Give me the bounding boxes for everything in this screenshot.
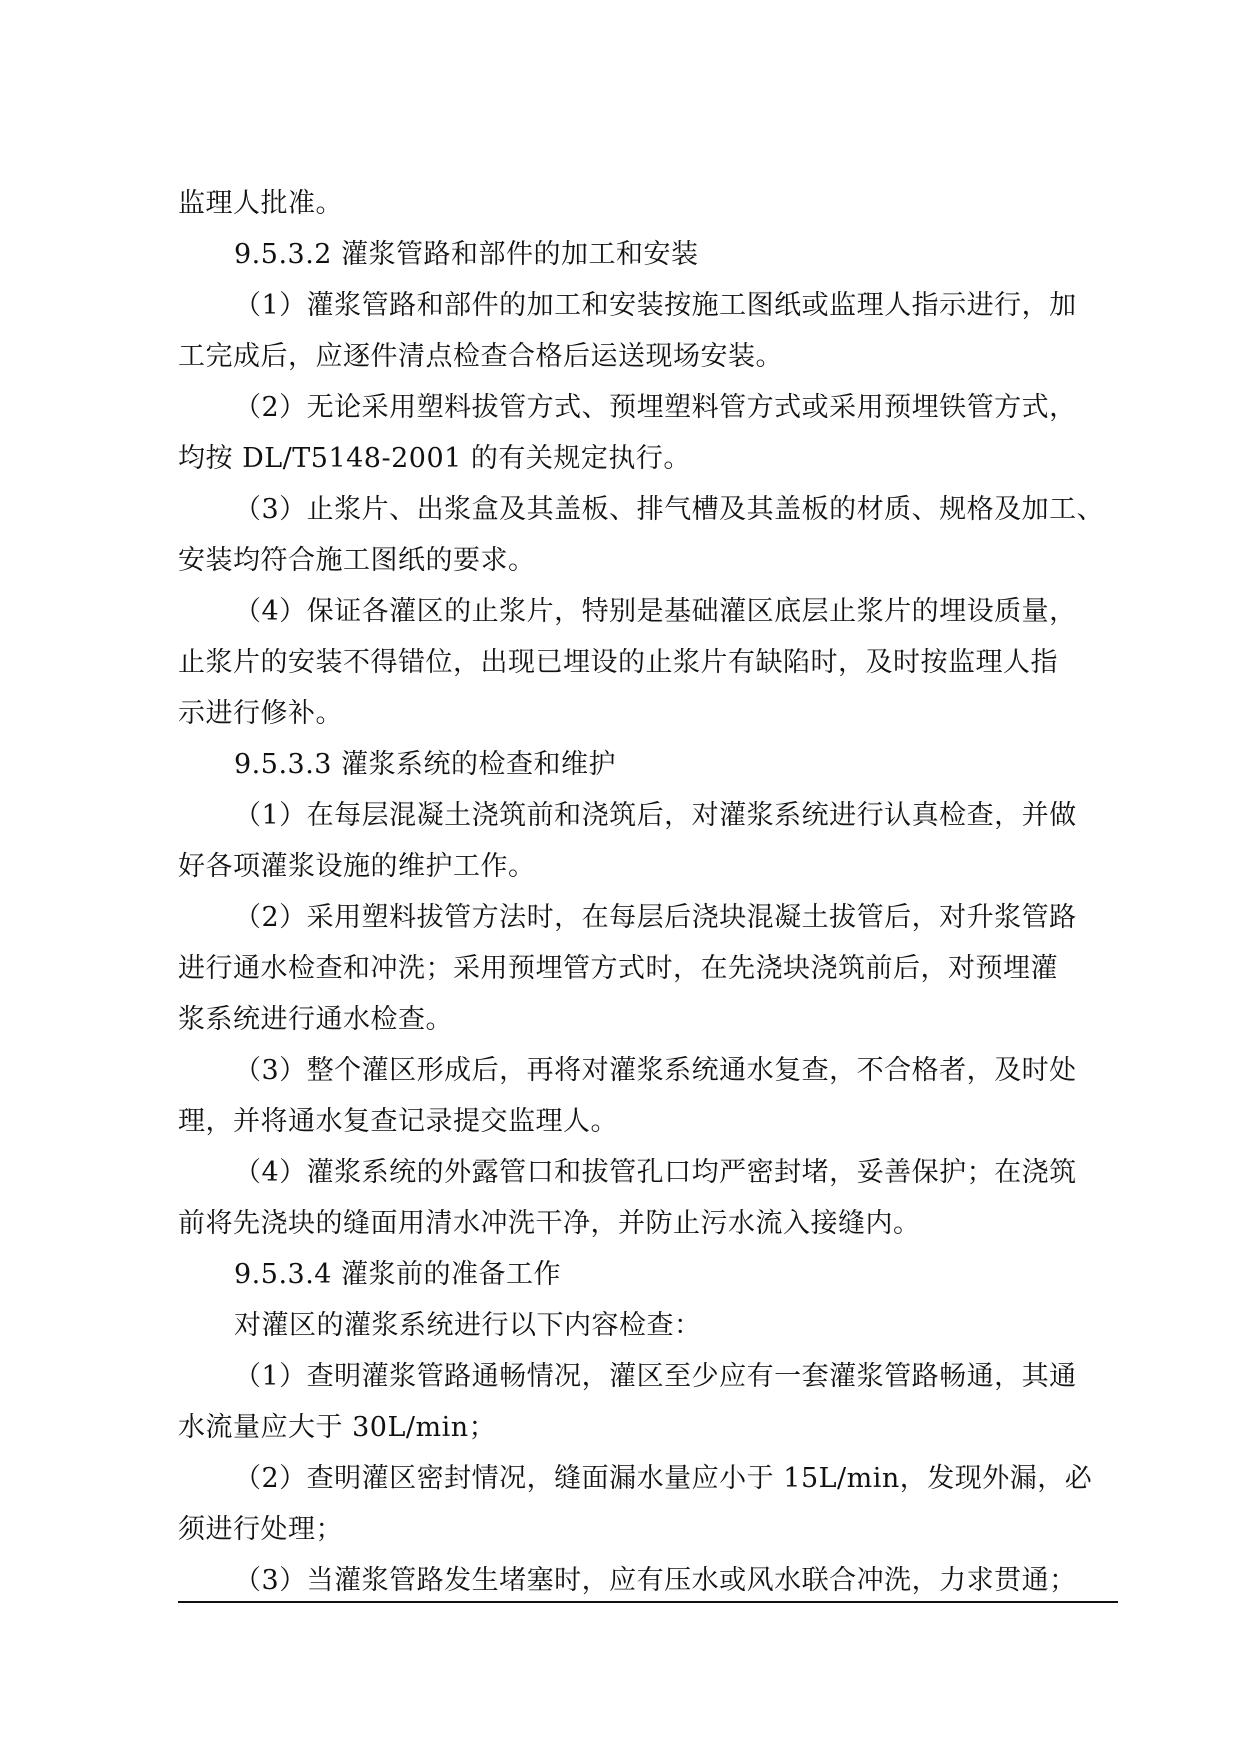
text-line: 水流量应大于 30L/min； (178, 1412, 497, 1443)
section-heading-9-5-3-4: 9.5.3.4 灌浆前的准备工作 (234, 1259, 562, 1290)
text-line: （3）整个灌区形成后，再将对灌浆系统通水复查，不合格者，及时处 (234, 1055, 1077, 1086)
text-line: （2）无论采用塑料拔管方式、预埋塑料管方式或采用预埋铁管方式， (234, 392, 1077, 423)
text-line: （3）当灌浆管路发生堵塞时，应有压水或风水联合冲洗，力求贯通； (234, 1565, 1077, 1596)
text-line: 监理人批准。 (178, 188, 343, 219)
text-line: 须进行处理； (178, 1514, 343, 1545)
section-heading-9-5-3-3: 9.5.3.3 灌浆系统的检查和维护 (234, 749, 617, 780)
text-line: （1）查明灌浆管路通畅情况，灌区至少应有一套灌浆管路畅通，其通 (234, 1361, 1077, 1392)
text-line: 止浆片的安装不得错位，出现已埋设的止浆片有缺陷时，及时按监理人指 (178, 647, 1058, 678)
section-heading-9-5-3-2: 9.5.3.2 灌浆管路和部件的加工和安装 (234, 239, 699, 270)
text-line: 前将先浇块的缝面用清水冲洗干净，并防止污水流入接缝内。 (178, 1208, 921, 1239)
footer-divider (178, 1601, 1118, 1603)
text-line: 进行通水检查和冲洗；采用预埋管方式时，在先浇块浇筑前后，对预埋灌 (178, 953, 1058, 984)
text-line: （3）止浆片、出浆盒及其盖板、排气槽及其盖板的材质、规格及加工、 (234, 494, 1105, 525)
text-line: （1）在每层混凝土浇筑前和浇筑后，对灌浆系统进行认真检查，并做 (234, 800, 1077, 831)
text-line: 浆系统进行通水检查。 (178, 1004, 453, 1035)
text-line: （4）灌浆系统的外露管口和拔管孔口均严密封堵，妥善保护；在浇筑 (234, 1157, 1077, 1188)
text-line: （1）灌浆管路和部件的加工和安装按施工图纸或监理人指示进行，加 (234, 290, 1077, 321)
text-line: 安装均符合施工图纸的要求。 (178, 545, 536, 576)
text-line: 对灌区的灌浆系统进行以下内容检查： (234, 1310, 702, 1341)
text-line: （4）保证各灌区的止浆片，特别是基础灌区底层止浆片的埋设质量， (234, 596, 1077, 627)
text-line: 好各项灌浆设施的维护工作。 (178, 851, 536, 882)
text-line: 均按 DL/T5148-2001 的有关规定执行。 (178, 443, 691, 474)
text-line: 理，并将通水复查记录提交监理人。 (178, 1106, 618, 1137)
text-line: 工完成后，应逐件清点检查合格后运送现场安装。 (178, 341, 783, 372)
body-text (178, 178, 1118, 1606)
text-line: （2）采用塑料拔管方法时，在每层后浇块混凝土拔管后，对升浆管路 (234, 902, 1077, 933)
text-line: 示进行修补。 (178, 698, 343, 729)
text-line: （2）查明灌区密封情况，缝面漏水量应小于 15L/min，发现外漏，必 (234, 1463, 1093, 1494)
